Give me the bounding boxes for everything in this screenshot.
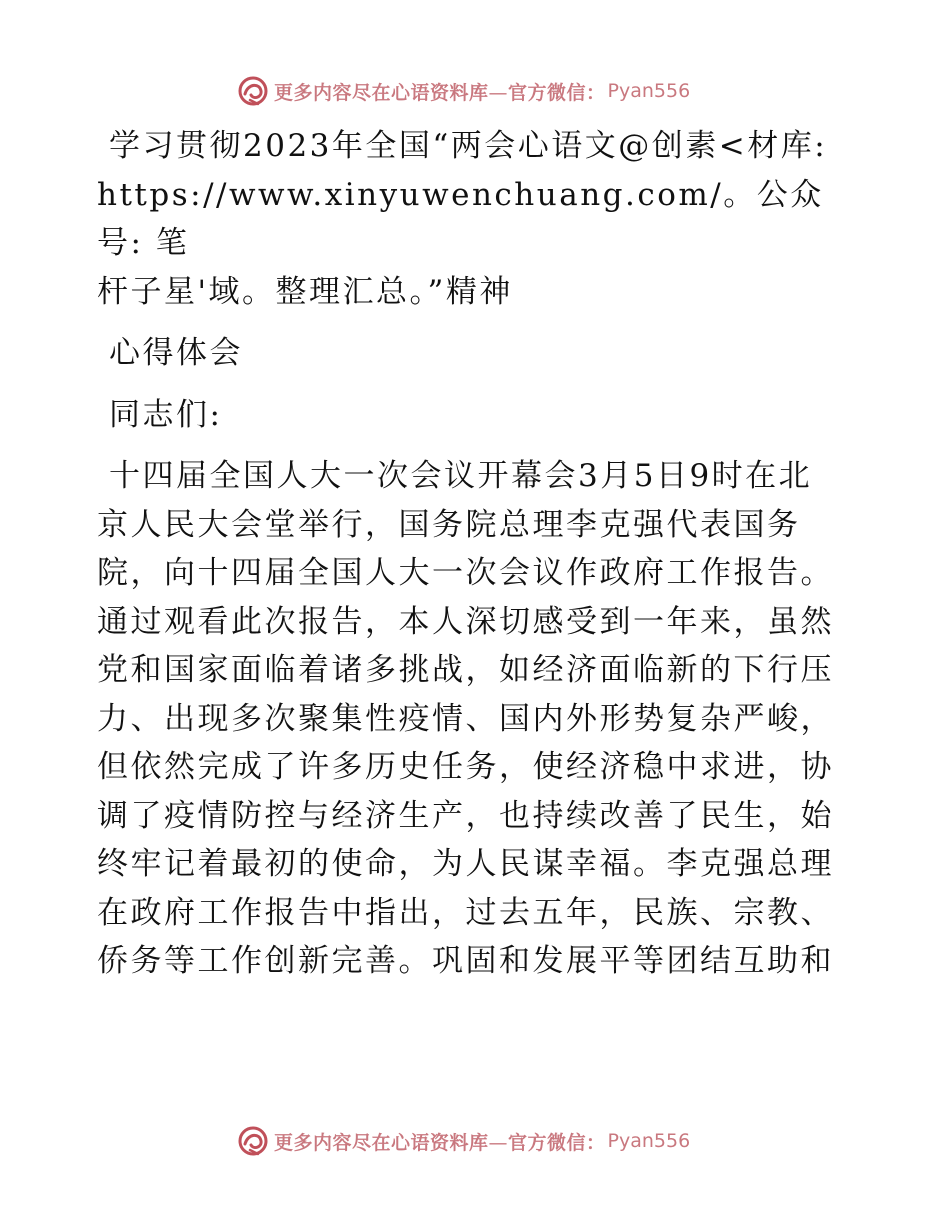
body-line: 京人民大会堂举行，国务院总理李克强代表国务 xyxy=(97,506,801,543)
body-line: 十四届全国人大一次会议开幕会3月5日9时在北 xyxy=(109,458,813,494)
body-line: 调了疫情防控与经济生产，也持续改善了民生，始 xyxy=(97,797,834,834)
watermark-text: 更多内容尽在心语资料库—官方微信： xyxy=(274,81,606,104)
body-line: 力、出现多次聚集性疫情、国内外形势复杂严峻， xyxy=(97,700,834,737)
document-title-line-3: 杆子星'域。整理汇总。”精神 xyxy=(97,273,513,310)
red-swirl-logo-icon xyxy=(236,74,270,108)
document-body xyxy=(97,122,867,986)
body-line: 院，向十四届全国人大一次会议作政府工作报告。 xyxy=(97,555,834,591)
watermark-handle: Pyan556 xyxy=(607,1130,691,1152)
watermark-handle: Pyan556 xyxy=(607,80,691,102)
body-line: 终牢记着最初的使命，为人民谋幸福。李克强总理 xyxy=(97,846,834,882)
body-line: 侨务等工作创新完善。巩固和发展平等团结互助和 xyxy=(97,943,834,979)
document-title-line-1: 学习贯彻2023年全国“两会心语文@创素<材库: xyxy=(109,128,828,164)
salutation: 同志们: xyxy=(109,396,223,433)
document-title-line-2: https://www.xinyuwenchuang.com/。公众号: 笔 xyxy=(97,176,824,261)
red-swirl-logo-icon xyxy=(236,1124,270,1158)
document-subtitle: 心得体会 xyxy=(109,335,243,371)
body-line: 但依然完成了许多历史任务，使经济稳中求进，协 xyxy=(97,749,834,785)
body-line: 通过观看此次报告，本人深切感受到一年来，虽然 xyxy=(97,603,834,640)
header-watermark xyxy=(236,74,690,108)
body-line: 在政府工作报告中指出，过去五年，民族、宗教、 xyxy=(97,894,834,931)
watermark-text: 更多内容尽在心语资料库—官方微信： xyxy=(274,1131,606,1154)
footer-watermark xyxy=(236,1124,690,1158)
body-line: 党和国家面临着诸多挑战，如经济面临新的下行压 xyxy=(97,652,834,688)
